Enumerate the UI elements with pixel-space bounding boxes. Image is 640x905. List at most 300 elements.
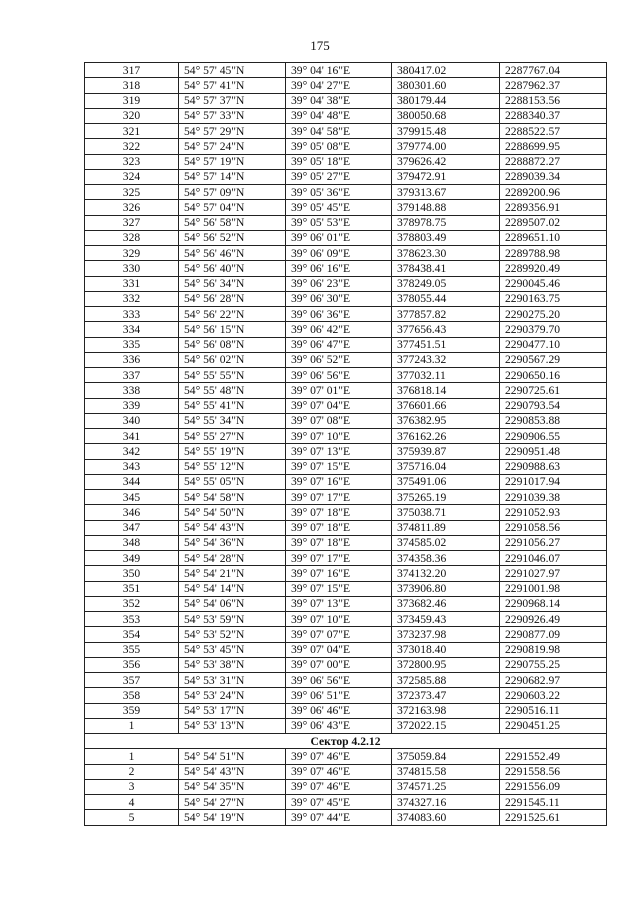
longitude-cell: 39° 07' 16"E xyxy=(286,474,392,489)
y-coordinate-cell: 2290682.97 xyxy=(500,673,607,688)
latitude-cell: 54° 55' 48"N xyxy=(179,383,286,398)
y-coordinate-cell: 2289651.10 xyxy=(500,230,607,245)
longitude-cell: 39° 07' 00"E xyxy=(286,657,392,672)
y-coordinate-cell: 2289039.34 xyxy=(500,169,607,184)
y-coordinate-cell: 2290603.22 xyxy=(500,688,607,703)
y-coordinate-cell: 2289920.49 xyxy=(500,261,607,276)
table-row xyxy=(85,169,607,184)
x-coordinate-cell: 378978.75 xyxy=(392,215,500,230)
latitude-cell: 54° 53' 45"N xyxy=(179,642,286,657)
point-number-cell: 321 xyxy=(85,124,179,139)
latitude-cell: 54° 54' 51"N xyxy=(179,749,286,764)
x-coordinate-cell: 376162.26 xyxy=(392,429,500,444)
latitude-cell: 54° 56' 02"N xyxy=(179,352,286,367)
longitude-cell: 39° 06' 43"E xyxy=(286,718,392,733)
longitude-cell: 39° 07' 18"E xyxy=(286,505,392,520)
table-row xyxy=(85,200,607,215)
longitude-cell: 39° 05' 27"E xyxy=(286,169,392,184)
table-row xyxy=(85,459,607,474)
y-coordinate-cell: 2290951.48 xyxy=(500,444,607,459)
latitude-cell: 54° 54' 27"N xyxy=(179,795,286,810)
x-coordinate-cell: 374585.02 xyxy=(392,535,500,550)
longitude-cell: 39° 07' 10"E xyxy=(286,429,392,444)
longitude-cell: 39° 07' 45"E xyxy=(286,795,392,810)
point-number-cell: 331 xyxy=(85,276,179,291)
longitude-cell: 39° 07' 18"E xyxy=(286,520,392,535)
latitude-cell: 54° 54' 43"N xyxy=(179,764,286,779)
y-coordinate-cell: 2287962.37 xyxy=(500,78,607,93)
latitude-cell: 54° 56' 28"N xyxy=(179,291,286,306)
y-coordinate-cell: 2291001.98 xyxy=(500,581,607,596)
y-coordinate-cell: 2291545.11 xyxy=(500,795,607,810)
x-coordinate-cell: 373237.98 xyxy=(392,627,500,642)
table-row xyxy=(85,673,607,688)
longitude-cell: 39° 07' 13"E xyxy=(286,596,392,611)
x-coordinate-cell: 377451.51 xyxy=(392,337,500,352)
point-number-cell: 348 xyxy=(85,535,179,550)
longitude-cell: 39° 07' 15"E xyxy=(286,459,392,474)
coordinates-table xyxy=(84,62,607,826)
latitude-cell: 54° 54' 14"N xyxy=(179,581,286,596)
longitude-cell: 39° 04' 27"E xyxy=(286,78,392,93)
table-body-main xyxy=(85,63,607,734)
longitude-cell: 39° 07' 17"E xyxy=(286,551,392,566)
point-number-cell: 322 xyxy=(85,139,179,154)
point-number-cell: 359 xyxy=(85,703,179,718)
y-coordinate-cell: 2290163.75 xyxy=(500,291,607,306)
point-number-cell: 328 xyxy=(85,230,179,245)
longitude-cell: 39° 05' 45"E xyxy=(286,200,392,215)
latitude-cell: 54° 55' 05"N xyxy=(179,474,286,489)
longitude-cell: 39° 04' 16"E xyxy=(286,63,392,78)
x-coordinate-cell: 380050.68 xyxy=(392,108,500,123)
y-coordinate-cell: 2290725.61 xyxy=(500,383,607,398)
latitude-cell: 54° 56' 58"N xyxy=(179,215,286,230)
table-section-header xyxy=(85,734,607,749)
latitude-cell: 54° 55' 34"N xyxy=(179,413,286,428)
x-coordinate-cell: 374327.16 xyxy=(392,795,500,810)
point-number-cell: 3 xyxy=(85,779,179,794)
longitude-cell: 39° 07' 15"E xyxy=(286,581,392,596)
table-row xyxy=(85,429,607,444)
point-number-cell: 318 xyxy=(85,78,179,93)
longitude-cell: 39° 07' 46"E xyxy=(286,779,392,794)
page-number: 175 xyxy=(310,38,330,53)
table-row xyxy=(85,276,607,291)
latitude-cell: 54° 57' 04"N xyxy=(179,200,286,215)
latitude-cell: 54° 57' 41"N xyxy=(179,78,286,93)
latitude-cell: 54° 54' 35"N xyxy=(179,779,286,794)
longitude-cell: 39° 06' 16"E xyxy=(286,261,392,276)
table-row xyxy=(85,78,607,93)
point-number-cell: 340 xyxy=(85,413,179,428)
x-coordinate-cell: 379148.88 xyxy=(392,200,500,215)
latitude-cell: 54° 53' 17"N xyxy=(179,703,286,718)
table-row xyxy=(85,596,607,611)
y-coordinate-cell: 2288340.37 xyxy=(500,108,607,123)
table-row xyxy=(85,627,607,642)
x-coordinate-cell: 378623.30 xyxy=(392,246,500,261)
latitude-cell: 54° 54' 19"N xyxy=(179,810,286,825)
y-coordinate-cell: 2290650.16 xyxy=(500,368,607,383)
x-coordinate-cell: 377032.11 xyxy=(392,368,500,383)
x-coordinate-cell: 374132.20 xyxy=(392,566,500,581)
longitude-cell: 39° 06' 36"E xyxy=(286,307,392,322)
point-number-cell: 327 xyxy=(85,215,179,230)
y-coordinate-cell: 2290877.09 xyxy=(500,627,607,642)
latitude-cell: 54° 53' 52"N xyxy=(179,627,286,642)
latitude-cell: 54° 53' 38"N xyxy=(179,657,286,672)
longitude-cell: 39° 07' 04"E xyxy=(286,642,392,657)
y-coordinate-cell: 2290275.20 xyxy=(500,307,607,322)
table-row xyxy=(85,566,607,581)
latitude-cell: 54° 55' 27"N xyxy=(179,429,286,444)
point-number-cell: 323 xyxy=(85,154,179,169)
point-number-cell: 354 xyxy=(85,627,179,642)
latitude-cell: 54° 56' 40"N xyxy=(179,261,286,276)
y-coordinate-cell: 2291017.94 xyxy=(500,474,607,489)
point-number-cell: 2 xyxy=(85,764,179,779)
longitude-cell: 39° 07' 18"E xyxy=(286,535,392,550)
x-coordinate-cell: 379915.48 xyxy=(392,124,500,139)
table-row xyxy=(85,810,607,825)
table-row xyxy=(85,779,607,794)
longitude-cell: 39° 07' 13"E xyxy=(286,444,392,459)
y-coordinate-cell: 2289788.98 xyxy=(500,246,607,261)
latitude-cell: 54° 56' 22"N xyxy=(179,307,286,322)
y-coordinate-cell: 2291039.38 xyxy=(500,490,607,505)
point-number-cell: 343 xyxy=(85,459,179,474)
y-coordinate-cell: 2291056.27 xyxy=(500,535,607,550)
table-row xyxy=(85,520,607,535)
latitude-cell: 54° 56' 08"N xyxy=(179,337,286,352)
longitude-cell: 39° 06' 47"E xyxy=(286,337,392,352)
point-number-cell: 330 xyxy=(85,261,179,276)
x-coordinate-cell: 374358.36 xyxy=(392,551,500,566)
table-row xyxy=(85,383,607,398)
y-coordinate-cell: 2290379.70 xyxy=(500,322,607,337)
point-number-cell: 347 xyxy=(85,520,179,535)
point-number-cell: 334 xyxy=(85,322,179,337)
y-coordinate-cell: 2290793.54 xyxy=(500,398,607,413)
latitude-cell: 54° 57' 19"N xyxy=(179,154,286,169)
y-coordinate-cell: 2290968.14 xyxy=(500,596,607,611)
y-coordinate-cell: 2291046.07 xyxy=(500,551,607,566)
section-row xyxy=(85,734,607,749)
y-coordinate-cell: 2290477.10 xyxy=(500,337,607,352)
point-number-cell: 356 xyxy=(85,657,179,672)
latitude-cell: 54° 53' 13"N xyxy=(179,718,286,733)
y-coordinate-cell: 2290516.11 xyxy=(500,703,607,718)
point-number-cell: 346 xyxy=(85,505,179,520)
table-row xyxy=(85,535,607,550)
latitude-cell: 54° 57' 29"N xyxy=(179,124,286,139)
point-number-cell: 352 xyxy=(85,596,179,611)
x-coordinate-cell: 380179.44 xyxy=(392,93,500,108)
x-coordinate-cell: 375059.84 xyxy=(392,749,500,764)
table-row xyxy=(85,154,607,169)
x-coordinate-cell: 372373.47 xyxy=(392,688,500,703)
point-number-cell: 355 xyxy=(85,642,179,657)
latitude-cell: 54° 57' 45"N xyxy=(179,63,286,78)
y-coordinate-cell: 2290853.88 xyxy=(500,413,607,428)
latitude-cell: 54° 55' 19"N xyxy=(179,444,286,459)
x-coordinate-cell: 377243.32 xyxy=(392,352,500,367)
y-coordinate-cell: 2291558.56 xyxy=(500,764,607,779)
longitude-cell: 39° 07' 17"E xyxy=(286,490,392,505)
point-number-cell: 350 xyxy=(85,566,179,581)
x-coordinate-cell: 375491.06 xyxy=(392,474,500,489)
point-number-cell: 1 xyxy=(85,749,179,764)
point-number-cell: 357 xyxy=(85,673,179,688)
latitude-cell: 54° 54' 50"N xyxy=(179,505,286,520)
table-row xyxy=(85,261,607,276)
table-row xyxy=(85,551,607,566)
latitude-cell: 54° 56' 46"N xyxy=(179,246,286,261)
latitude-cell: 54° 55' 55"N xyxy=(179,368,286,383)
table-row xyxy=(85,322,607,337)
longitude-cell: 39° 06' 23"E xyxy=(286,276,392,291)
latitude-cell: 54° 57' 14"N xyxy=(179,169,286,184)
table-row xyxy=(85,612,607,627)
table-row xyxy=(85,352,607,367)
y-coordinate-cell: 2291027.97 xyxy=(500,566,607,581)
longitude-cell: 39° 06' 56"E xyxy=(286,673,392,688)
x-coordinate-cell: 373459.43 xyxy=(392,612,500,627)
table-row xyxy=(85,398,607,413)
x-coordinate-cell: 379626.42 xyxy=(392,154,500,169)
y-coordinate-cell: 2290045.46 xyxy=(500,276,607,291)
table-row xyxy=(85,795,607,810)
latitude-cell: 54° 56' 52"N xyxy=(179,230,286,245)
y-coordinate-cell: 2288153.56 xyxy=(500,93,607,108)
table-row xyxy=(85,307,607,322)
longitude-cell: 39° 06' 01"E xyxy=(286,230,392,245)
x-coordinate-cell: 380417.02 xyxy=(392,63,500,78)
table-row xyxy=(85,108,607,123)
y-coordinate-cell: 2289200.96 xyxy=(500,185,607,200)
longitude-cell: 39° 07' 08"E xyxy=(286,413,392,428)
x-coordinate-cell: 374811.89 xyxy=(392,520,500,535)
y-coordinate-cell: 2290988.63 xyxy=(500,459,607,474)
table-row xyxy=(85,230,607,245)
table-row xyxy=(85,93,607,108)
x-coordinate-cell: 372585.88 xyxy=(392,673,500,688)
table-row xyxy=(85,474,607,489)
table-row xyxy=(85,490,607,505)
latitude-cell: 54° 55' 12"N xyxy=(179,459,286,474)
y-coordinate-cell: 2290819.98 xyxy=(500,642,607,657)
x-coordinate-cell: 372022.15 xyxy=(392,718,500,733)
point-number-cell: 344 xyxy=(85,474,179,489)
table-row xyxy=(85,215,607,230)
longitude-cell: 39° 07' 10"E xyxy=(286,612,392,627)
latitude-cell: 54° 56' 15"N xyxy=(179,322,286,337)
latitude-cell: 54° 57' 33"N xyxy=(179,108,286,123)
table-body-section xyxy=(85,749,607,825)
x-coordinate-cell: 375265.19 xyxy=(392,490,500,505)
longitude-cell: 39° 05' 36"E xyxy=(286,185,392,200)
x-coordinate-cell: 379774.00 xyxy=(392,139,500,154)
y-coordinate-cell: 2289356.91 xyxy=(500,200,607,215)
point-number-cell: 338 xyxy=(85,383,179,398)
x-coordinate-cell: 380301.60 xyxy=(392,78,500,93)
x-coordinate-cell: 376382.95 xyxy=(392,413,500,428)
point-number-cell: 353 xyxy=(85,612,179,627)
longitude-cell: 39° 06' 30"E xyxy=(286,291,392,306)
latitude-cell: 54° 54' 43"N xyxy=(179,520,286,535)
x-coordinate-cell: 375939.87 xyxy=(392,444,500,459)
table-row xyxy=(85,139,607,154)
y-coordinate-cell: 2287767.04 xyxy=(500,63,607,78)
latitude-cell: 54° 54' 06"N xyxy=(179,596,286,611)
x-coordinate-cell: 379313.67 xyxy=(392,185,500,200)
table-row xyxy=(85,444,607,459)
x-coordinate-cell: 374083.60 xyxy=(392,810,500,825)
longitude-cell: 39° 07' 07"E xyxy=(286,627,392,642)
x-coordinate-cell: 379472.91 xyxy=(392,169,500,184)
longitude-cell: 39° 07' 46"E xyxy=(286,749,392,764)
point-number-cell: 332 xyxy=(85,291,179,306)
y-coordinate-cell: 2291058.56 xyxy=(500,520,607,535)
y-coordinate-cell: 2291525.61 xyxy=(500,810,607,825)
table-row xyxy=(85,749,607,764)
latitude-cell: 54° 57' 09"N xyxy=(179,185,286,200)
table-row xyxy=(85,581,607,596)
longitude-cell: 39° 04' 58"E xyxy=(286,124,392,139)
x-coordinate-cell: 372163.98 xyxy=(392,703,500,718)
point-number-cell: 324 xyxy=(85,169,179,184)
longitude-cell: 39° 06' 56"E xyxy=(286,368,392,383)
point-number-cell: 336 xyxy=(85,352,179,367)
y-coordinate-cell: 2291556.09 xyxy=(500,779,607,794)
point-number-cell: 339 xyxy=(85,398,179,413)
longitude-cell: 39° 04' 38"E xyxy=(286,93,392,108)
table-row xyxy=(85,703,607,718)
longitude-cell: 39° 07' 44"E xyxy=(286,810,392,825)
y-coordinate-cell: 2288872.27 xyxy=(500,154,607,169)
x-coordinate-cell: 376601.66 xyxy=(392,398,500,413)
point-number-cell: 325 xyxy=(85,185,179,200)
y-coordinate-cell: 2290451.25 xyxy=(500,718,607,733)
table-row xyxy=(85,291,607,306)
longitude-cell: 39° 06' 09"E xyxy=(286,246,392,261)
point-number-cell: 320 xyxy=(85,108,179,123)
table-row xyxy=(85,124,607,139)
y-coordinate-cell: 2288522.57 xyxy=(500,124,607,139)
x-coordinate-cell: 378249.05 xyxy=(392,276,500,291)
point-number-cell: 5 xyxy=(85,810,179,825)
x-coordinate-cell: 373906.80 xyxy=(392,581,500,596)
table-row xyxy=(85,764,607,779)
x-coordinate-cell: 376818.14 xyxy=(392,383,500,398)
x-coordinate-cell: 372800.95 xyxy=(392,657,500,672)
y-coordinate-cell: 2288699.95 xyxy=(500,139,607,154)
longitude-cell: 39° 07' 01"E xyxy=(286,383,392,398)
latitude-cell: 54° 54' 58"N xyxy=(179,490,286,505)
section-title: Сектор 4.2.12 xyxy=(85,734,607,749)
point-number-cell: 4 xyxy=(85,795,179,810)
longitude-cell: 39° 07' 16"E xyxy=(286,566,392,581)
latitude-cell: 54° 53' 24"N xyxy=(179,688,286,703)
latitude-cell: 54° 54' 21"N xyxy=(179,566,286,581)
y-coordinate-cell: 2290567.29 xyxy=(500,352,607,367)
latitude-cell: 54° 56' 34"N xyxy=(179,276,286,291)
table-row xyxy=(85,337,607,352)
point-number-cell: 358 xyxy=(85,688,179,703)
x-coordinate-cell: 374815.58 xyxy=(392,764,500,779)
x-coordinate-cell: 375038.71 xyxy=(392,505,500,520)
x-coordinate-cell: 377656.43 xyxy=(392,322,500,337)
point-number-cell: 317 xyxy=(85,63,179,78)
table-row xyxy=(85,185,607,200)
table-row xyxy=(85,718,607,733)
latitude-cell: 54° 53' 31"N xyxy=(179,673,286,688)
table-row xyxy=(85,246,607,261)
longitude-cell: 39° 06' 42"E xyxy=(286,322,392,337)
point-number-cell: 319 xyxy=(85,93,179,108)
table-row xyxy=(85,688,607,703)
latitude-cell: 54° 55' 41"N xyxy=(179,398,286,413)
point-number-cell: 351 xyxy=(85,581,179,596)
longitude-cell: 39° 05' 18"E xyxy=(286,154,392,169)
point-number-cell: 329 xyxy=(85,246,179,261)
y-coordinate-cell: 2290906.55 xyxy=(500,429,607,444)
x-coordinate-cell: 374571.25 xyxy=(392,779,500,794)
table-row xyxy=(85,63,607,78)
point-number-cell: 335 xyxy=(85,337,179,352)
longitude-cell: 39° 04' 48"E xyxy=(286,108,392,123)
point-number-cell: 349 xyxy=(85,551,179,566)
y-coordinate-cell: 2290755.25 xyxy=(500,657,607,672)
x-coordinate-cell: 377857.82 xyxy=(392,307,500,322)
x-coordinate-cell: 373682.46 xyxy=(392,596,500,611)
table-row xyxy=(85,413,607,428)
latitude-cell: 54° 57' 24"N xyxy=(179,139,286,154)
point-number-cell: 345 xyxy=(85,490,179,505)
point-number-cell: 1 xyxy=(85,718,179,733)
longitude-cell: 39° 06' 51"E xyxy=(286,688,392,703)
longitude-cell: 39° 07' 46"E xyxy=(286,764,392,779)
point-number-cell: 326 xyxy=(85,200,179,215)
latitude-cell: 54° 53' 59"N xyxy=(179,612,286,627)
table-row xyxy=(85,642,607,657)
longitude-cell: 39° 07' 04"E xyxy=(286,398,392,413)
point-number-cell: 341 xyxy=(85,429,179,444)
point-number-cell: 333 xyxy=(85,307,179,322)
x-coordinate-cell: 375716.04 xyxy=(392,459,500,474)
longitude-cell: 39° 06' 46"E xyxy=(286,703,392,718)
table-row xyxy=(85,368,607,383)
y-coordinate-cell: 2289507.02 xyxy=(500,215,607,230)
x-coordinate-cell: 378803.49 xyxy=(392,230,500,245)
x-coordinate-cell: 378055.44 xyxy=(392,291,500,306)
y-coordinate-cell: 2291552.49 xyxy=(500,749,607,764)
y-coordinate-cell: 2291052.93 xyxy=(500,505,607,520)
point-number-cell: 342 xyxy=(85,444,179,459)
table-row xyxy=(85,657,607,672)
longitude-cell: 39° 05' 08"E xyxy=(286,139,392,154)
latitude-cell: 54° 54' 28"N xyxy=(179,551,286,566)
longitude-cell: 39° 06' 52"E xyxy=(286,352,392,367)
point-number-cell: 337 xyxy=(85,368,179,383)
longitude-cell: 39° 05' 53"E xyxy=(286,215,392,230)
latitude-cell: 54° 54' 36"N xyxy=(179,535,286,550)
x-coordinate-cell: 373018.40 xyxy=(392,642,500,657)
latitude-cell: 54° 57' 37"N xyxy=(179,93,286,108)
table-row xyxy=(85,505,607,520)
y-coordinate-cell: 2290926.49 xyxy=(500,612,607,627)
